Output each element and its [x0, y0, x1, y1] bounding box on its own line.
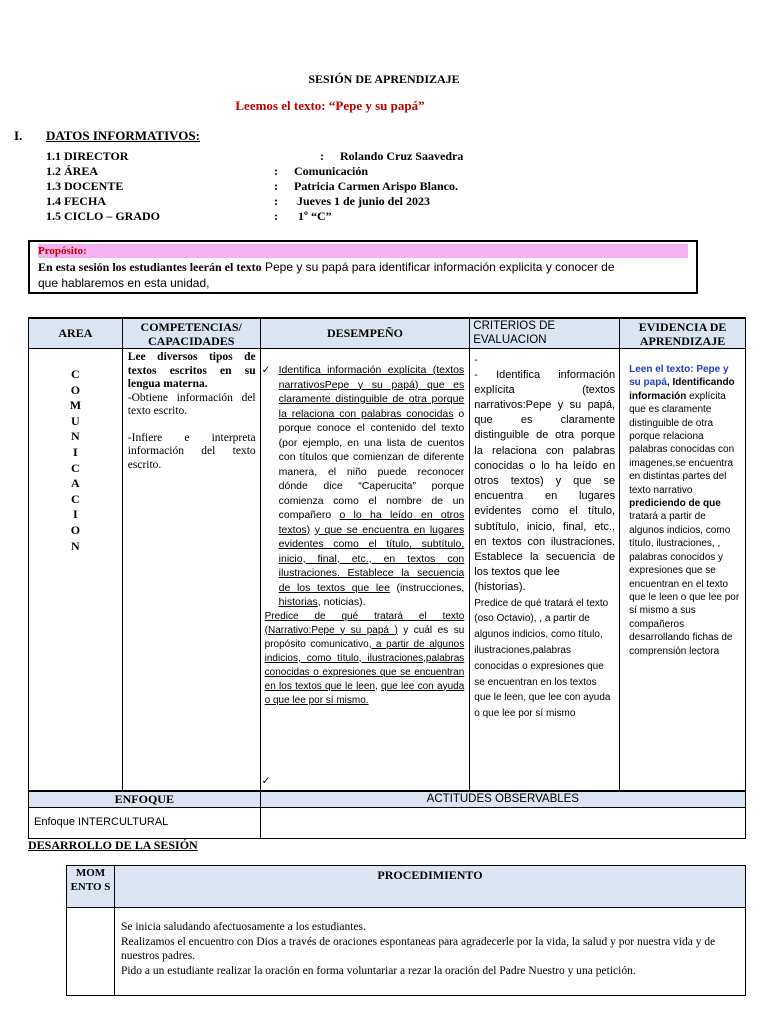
info-key: 1.4 FECHA [46, 194, 106, 208]
info-value: Patricia Carmen Arispo Blanco. [294, 179, 458, 193]
info-colon: : [274, 179, 278, 193]
desempeno-p2 [265, 610, 465, 708]
section-heading [14, 128, 200, 144]
area-letter: C [71, 367, 80, 381]
area-letter: O [70, 522, 81, 537]
info-value: 1º “C” [298, 209, 332, 223]
check-icon: ✓ [261, 775, 271, 787]
desempeno-p2-c: y cuál es su propósito comunicativo, [264, 624, 465, 650]
enfoque-header: ENFOQUE [29, 791, 261, 808]
procedimiento-header: PROCEDIMIENTO [114, 866, 745, 908]
evidencia-bold-2: prediciendo de que [629, 498, 721, 510]
area-letter: U [71, 413, 80, 428]
desempeno-p2-f: que lee con ayuda o que lee por sí mismo. [264, 680, 465, 706]
enfoque-value: Enfoque INTERCULTURAL [29, 807, 261, 838]
info-colon: : [320, 149, 324, 163]
header-competencias: COMPETENCIAS/ CAPACIDADES [122, 318, 260, 349]
proposito-rest-2: que hablaremos en esta unidad, [38, 276, 210, 290]
criterios-text-2: (historias). [474, 581, 526, 594]
competencias-table [28, 317, 746, 839]
proposito-bold: En esta sesión los estudiantes leerán el texto [38, 260, 262, 274]
desempeno-p1-g: historias [278, 596, 318, 608]
proposito-rest: Pepe y su papá para identificar información explicita y conocer de [261, 260, 615, 274]
desempeno-p2-b: (Narrativo:Pepe y su papá ) [264, 624, 398, 636]
evidencia-text-2: tratará a partir de algunos indicios, como título, ilustraciones, , palabras conocidos y expresiones que se encuentran en el texto que le leen o que lee por sí mismo a sus compañeros desarrollando fichas de comprensión lectora [629, 511, 740, 657]
evidencia-cell [620, 349, 746, 791]
criterios-cell [470, 349, 620, 791]
procedimiento-line: Realizamos el encuentro con Dios a través de oraciones espontaneas para agradecerle por la vida, la salud y por nuestra vida y de nuestros padres. [120, 935, 716, 963]
competencia-cell [122, 349, 260, 791]
info-key: 1.2 ÁREA [46, 164, 99, 178]
info-key: 1.3 DOCENTE [46, 179, 124, 193]
info-colon: : [274, 194, 278, 208]
desempeno-p1-a: Identifica información explícita (textos narrativosPepe y su papá) que es claramente distinguible de otra porque la relaciona con palabras conocidas [278, 364, 465, 420]
momento-cell [67, 908, 115, 996]
document-title: SESIÓN DE APRENDIZAJE [308, 72, 460, 86]
desempeno-p1-h: , noticias). [317, 596, 366, 608]
capacidad-2: -Infiere e interpreta información del texto escrito. [127, 431, 256, 471]
criterios-text-1: - Identifica información explícita (textos narrativos:Pepe y su papá, que es claramente distinguible de otra porque la relaciona con palabras conocidas o lo ha leído en otros textos) y que se encuentra en lugares evidentes como el título, subtítulo, inicio, final, etc., en textos con ilustraciones. Establece la secuencia de los textos que lee [474, 368, 616, 579]
document-subtitle: Leemos el texto: “Pepe y su papá” [235, 98, 425, 113]
capacidad-1: -Obtiene información del texto escrito. [127, 391, 256, 417]
area-vertical [29, 349, 123, 791]
desarrollo-title: DESARROLLO DE LA SESIÓN [28, 838, 198, 852]
actitudes-value [260, 807, 745, 838]
header-area: AREA [29, 318, 123, 349]
desempeno-p1-b: o porque conoce el contenido del texto (por ejemplo, en una lista de cuentos con títulos que comienzan de diferente manera, el niño puede reconocer dónde dice “Caperucita” porque comienza como el nombre de un compañero [278, 407, 465, 521]
actitudes-header: ACTITUDES OBSERVABLES [260, 791, 745, 808]
proposito-label: Propósito: [38, 244, 688, 258]
desempeno-p2-d: a partir de algunos indicios, como título, ilustraciones,palabras conocidas o expresiones que se encuentran en los textos que le leen [264, 638, 465, 692]
momentos-header: MOM ENTO S [67, 866, 115, 908]
info-colon: : [274, 209, 278, 223]
desempeno-p2-a: Predice de qué tratará el texto [264, 610, 465, 622]
desempeno-p1-c: o lo ha leído en otros textos) [278, 509, 465, 536]
info-key: 1.5 CICLO – GRADO [46, 209, 161, 223]
area-letter: C [71, 460, 80, 475]
desempeno-p1-e: y que se encuentra en lugares evidentes como el título, subtítulo, inicio, final, etc., en textos con ilustraciones. Establece la secuencia de los textos que lee [278, 523, 465, 594]
desempeno-cell [260, 349, 470, 791]
criterios-dash: - [474, 354, 478, 366]
proposito-box [28, 240, 698, 294]
area-letter: M [69, 398, 82, 413]
info-value: Rolando Cruz Saavedra [340, 149, 464, 163]
procedimiento-cell [114, 908, 745, 996]
info-value: Comunicación [294, 164, 369, 178]
area-letter: I [73, 507, 78, 522]
area-letter: I [73, 444, 78, 459]
header-desempeno: DESEMPEÑO [260, 318, 470, 349]
desempeno-p2-e: , [374, 680, 382, 692]
header-evidencia: EVIDENCIA DE APRENDIZAJE [620, 318, 746, 349]
section-number: I. [14, 128, 23, 143]
criterios-text-3: Predice de qué tratará el texto (oso Octavio), , a partir de algunos indicios, como título, ilustraciones,palabras conocidas o expresiones que se encuentran en los textos que le leen, que lee con ayuda o que lee por sí mismo [474, 597, 611, 720]
info-key: 1.1 DIRECTOR [46, 149, 129, 163]
desempeno-p1 [265, 363, 465, 610]
area-letters [29, 367, 122, 554]
area-letter: O [70, 382, 81, 397]
procedimiento-line: Se inicia saludando afectuosamente a los estudiantes. [120, 921, 366, 933]
procedimiento-table [66, 865, 746, 996]
area-letter: N [71, 538, 80, 553]
competencia-title: Lee diversos tipos de textos escritos en su lengua materna. [127, 351, 256, 390]
info-colon: : [274, 164, 278, 178]
evidencia-bold: , Identificando información [629, 377, 735, 402]
procedimiento-line: Pido a un estudiante realizar la oración en forma voluntariar a rezar la oración del Padre Nuestro y una petición. [120, 964, 636, 977]
check-icon: ✓ [261, 364, 271, 376]
area-letter: A [71, 476, 80, 491]
proposito-text [38, 259, 690, 291]
area-letter: C [71, 491, 80, 506]
evidencia-text-1: explícita que es claramente distinguible de otra porque relaciona palabras conocidas con imagenes,se encuentra en distintas partes del texto narrativo [629, 390, 735, 496]
area-letter: N [71, 429, 80, 444]
desempeno-p1-f: (instrucciones, [389, 581, 465, 594]
info-value: Jueves 1 de junio del 2023 [297, 194, 431, 208]
section-label: DATOS INFORMATIVOS: [46, 128, 200, 143]
header-criterios: CRITERIOS DE EVALUACION [470, 318, 620, 349]
evidencia-blue: Leen el texto: Pepe y su papá [629, 364, 729, 389]
